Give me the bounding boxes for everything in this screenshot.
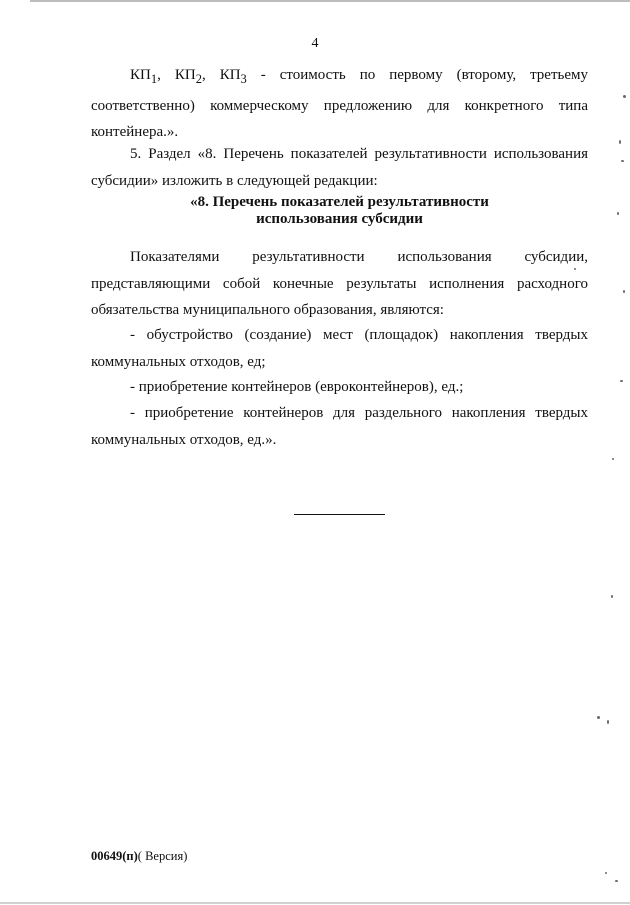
kp1-subscript: 1 bbox=[150, 72, 158, 86]
end-divider-line bbox=[294, 514, 385, 515]
kp3-subscript: 3 bbox=[240, 72, 247, 86]
section-heading-line2: использования субсидии bbox=[256, 211, 423, 227]
list-item-containers: - приобретение контейнеров (евроконтейнеров), ед.; bbox=[130, 379, 464, 395]
list-item-separate-containers: - приобретение контейнеров для раздельного накопления твердых коммунальных отходов, ед.». bbox=[91, 405, 588, 448]
scan-speck bbox=[621, 160, 624, 162]
scan-speck bbox=[619, 140, 621, 144]
scan-speck bbox=[623, 95, 626, 98]
scan-speck bbox=[617, 212, 619, 215]
section-heading-line1: «8. Перечень показателей результативности bbox=[190, 194, 489, 210]
document-footer-code bbox=[91, 849, 187, 864]
scan-speck bbox=[597, 716, 600, 719]
section-heading bbox=[91, 194, 588, 228]
document-version: ( Версия) bbox=[137, 849, 188, 863]
kp3-label: КП bbox=[219, 67, 241, 83]
scan-speck bbox=[612, 458, 614, 460]
kp2-label: КП bbox=[174, 67, 196, 83]
kp1-label: КП bbox=[130, 67, 151, 83]
scan-top-edge bbox=[30, 0, 630, 2]
scan-speck bbox=[623, 290, 625, 293]
kp2-subscript: 2 bbox=[195, 72, 202, 86]
scan-speck bbox=[605, 872, 607, 874]
scan-bottom-edge bbox=[0, 902, 630, 904]
list-item-sites: - обустройство (создание) мест (площадок) накопления твердых коммунальных отходов, ед; bbox=[91, 327, 588, 370]
scan-speck bbox=[607, 720, 609, 724]
paragraph-kp-definition: $КП_1$, $КП_2$, $КП_3$ - стоимость по первому (второму, третьему соответственно) коммерческому предложению для конкретного типа контейнера.». bbox=[91, 67, 589, 140]
scan-speck bbox=[620, 380, 623, 382]
page-number: 4 bbox=[311, 36, 319, 51]
paragraph-section-5: 5. Раздел «8. Перечень показателей результативности использования субсидии» изложить в следующей редакции: bbox=[91, 146, 588, 189]
scan-speck bbox=[615, 880, 618, 882]
scan-speck bbox=[574, 268, 576, 270]
kp-definition-text: - стоимость по первому (второму, третьему соответственно) коммерческому предложению для конкретного типа контейнера.». bbox=[91, 67, 589, 140]
paragraph-indicators-intro: Показателями результативности использования субсидии, представляющими собой конечные результаты исполнения расходного обязательства муниципального образования, являются: bbox=[91, 249, 588, 318]
document-code: 00649(п) bbox=[91, 849, 138, 863]
scan-speck bbox=[611, 595, 613, 598]
